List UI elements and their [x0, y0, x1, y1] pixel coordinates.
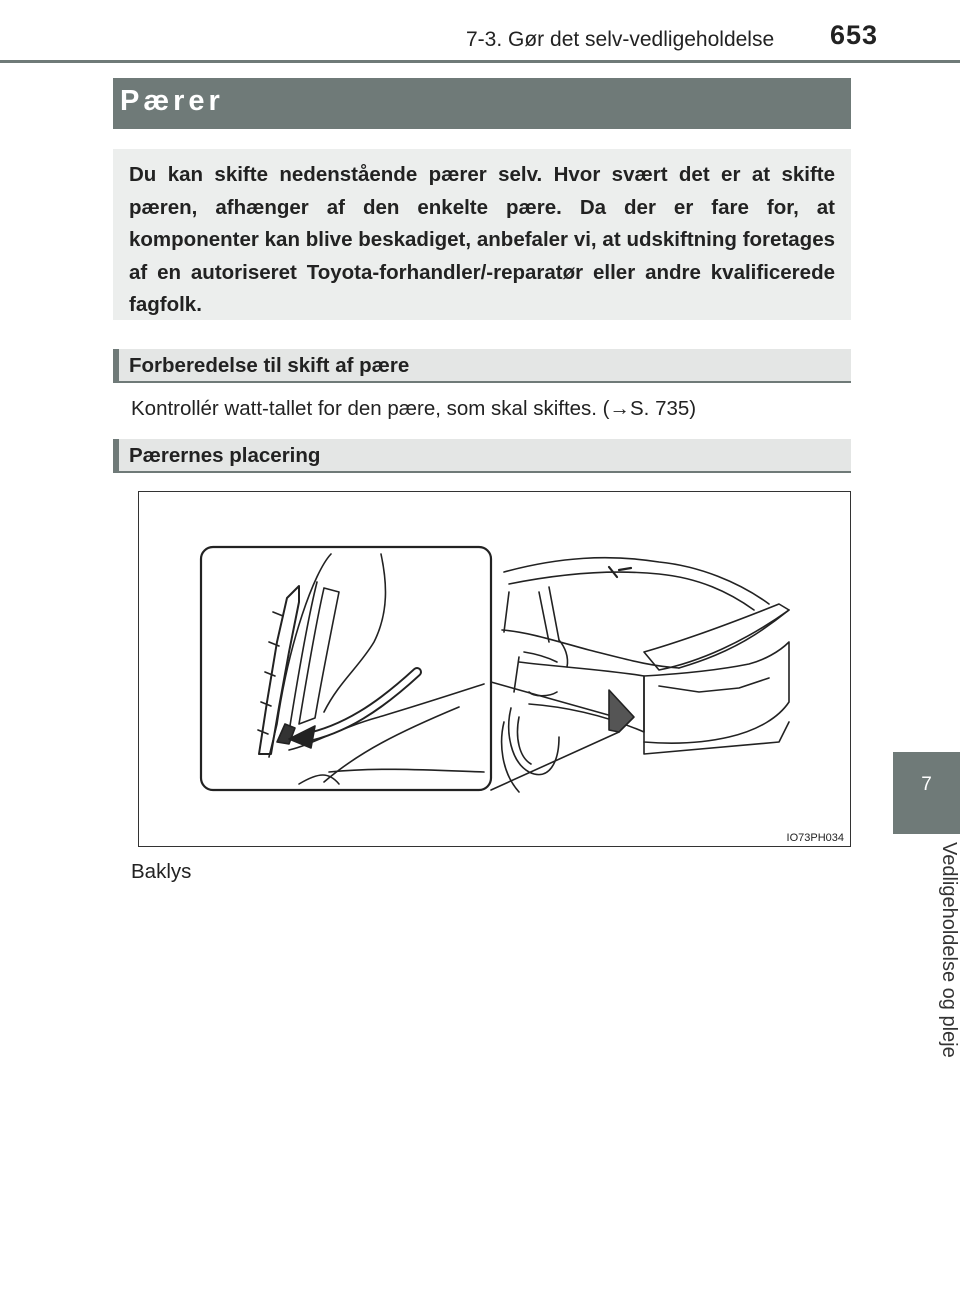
chapter-tab-label — [890, 842, 960, 1082]
intro-box — [113, 149, 851, 320]
chapter-tab — [893, 752, 960, 834]
intro-text: Du kan skifte nedenstående pærer selv. Hvor svært det er at skifte pæren, afhænger af den enkelte pære. Da der er fare for, at komponenter kan blive beskadiget, anbefaler vi, at udskiftning foretages af en autoriseret Toyota-forhandler/-reparatør eller andre kvalificerede fagfolk. — [129, 163, 835, 316]
subheading-bar — [113, 349, 119, 381]
illustration-frame — [138, 491, 851, 847]
page-number: 653 — [830, 20, 879, 50]
section-title-banner — [113, 78, 851, 129]
subheading-preparation-label: Forberedelse til skift af pære — [129, 354, 410, 377]
car-roof — [504, 558, 769, 604]
chapter-tab-label-text: Vedligeholdelse og pleje — [938, 842, 960, 1058]
header-divider — [0, 60, 960, 63]
figure-code: IO73PH034 — [786, 832, 844, 844]
detail-inset — [201, 547, 491, 790]
section-title: Pærer — [120, 85, 224, 117]
subheading-preparation — [113, 349, 851, 383]
figure-caption: Baklys — [131, 860, 192, 883]
inset-body-line — [269, 554, 331, 757]
subheading-placement — [113, 439, 851, 473]
subheading-bar — [113, 439, 119, 471]
car-rear-illustration — [139, 492, 852, 848]
preparation-text: Kontrollér watt-tallet for den pære, som skal skiftes. (→S. 735) — [131, 397, 697, 420]
subheading-placement-label: Pærernes placering — [129, 444, 321, 467]
chapter-tab-number: 7 — [921, 774, 932, 795]
chapter-title: 7-3. Gør det selv-vedligeholdelse — [466, 28, 775, 51]
